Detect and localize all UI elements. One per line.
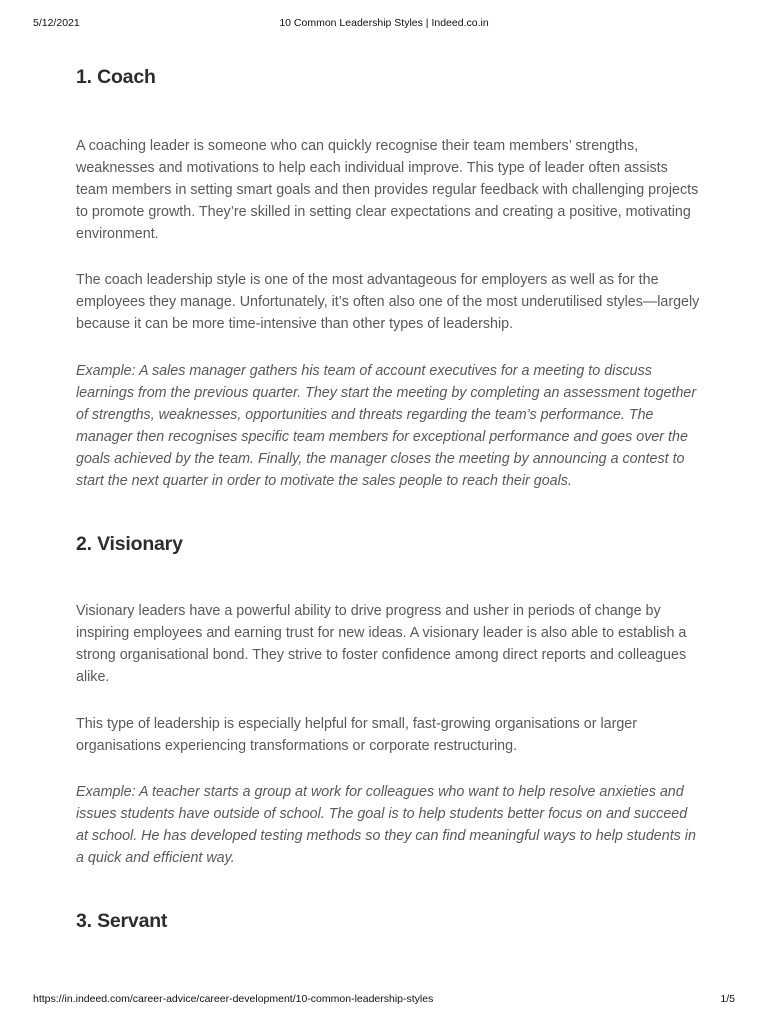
section-heading-coach: 1. Coach <box>76 66 156 88</box>
visionary-paragraph-2: This type of leadership is especially helpful for small, fast-growing organisations or larger organisations experiencing transformations or corporate restructuring. <box>76 716 638 754</box>
print-date: 5/12/2021 <box>33 17 80 29</box>
page-number: 1/5 <box>720 993 735 1005</box>
coach-example: Example: A sales manager gathers his team of account executives for a meeting to discuss learnings from the previous quarter. They start the meeting by completing an assessment together of strengths, weaknesses, opportunities and threats regarding the team’s performance. The manager then recognises specific team members for exceptional performance and goes over the goals achieved by the team. Finally, the manager closes the meeting by announcing a contest to start the next quarter in order to motivate the sales people to reach their goals. <box>76 363 697 489</box>
coach-paragraph-1: A coaching leader is someone who can quickly recognise their team members’ strengths, weaknesses and motivations to help each individual improve. This type of leader often assists team members in setting smart goals and then provides regular feedback with challenging projects to promote growth. They’re skilled in setting clear expectations and creating a positive, motivating environment. <box>76 138 699 242</box>
print-footer <box>33 993 735 1007</box>
section-heading-visionary: 2. Visionary <box>76 533 183 555</box>
print-page-title: 10 Common Leadership Styles | Indeed.co.in <box>279 17 489 29</box>
print-header <box>33 17 735 31</box>
print-url: https://in.indeed.com/career-advice/career-development/10-common-leadership-styles <box>33 993 434 1005</box>
section-heading-servant: 3. Servant <box>76 910 168 932</box>
visionary-paragraph-1: Visionary leaders have a powerful ability to drive progress and usher in periods of change by inspiring employees and earning trust for new ideas. A visionary leader is also able to establish a strong organisational bond. They strive to foster confidence among direct reports and colleagues alike. <box>76 603 687 685</box>
coach-paragraph-2: The coach leadership style is one of the most advantageous for employers as well as for the employees they manage. Unfortunately, it’s often also one of the most underutilised styles—largely because it can be more time-intensive than other types of leadership. <box>76 272 700 332</box>
visionary-example: Example: A teacher starts a group at work for colleagues who want to help resolve anxieties and issues students have outside of school. The goal is to help students better focus on and succeed at school. He has developed testing methods so they can find meaningful ways to help students in a quick and efficient way. <box>76 784 696 866</box>
